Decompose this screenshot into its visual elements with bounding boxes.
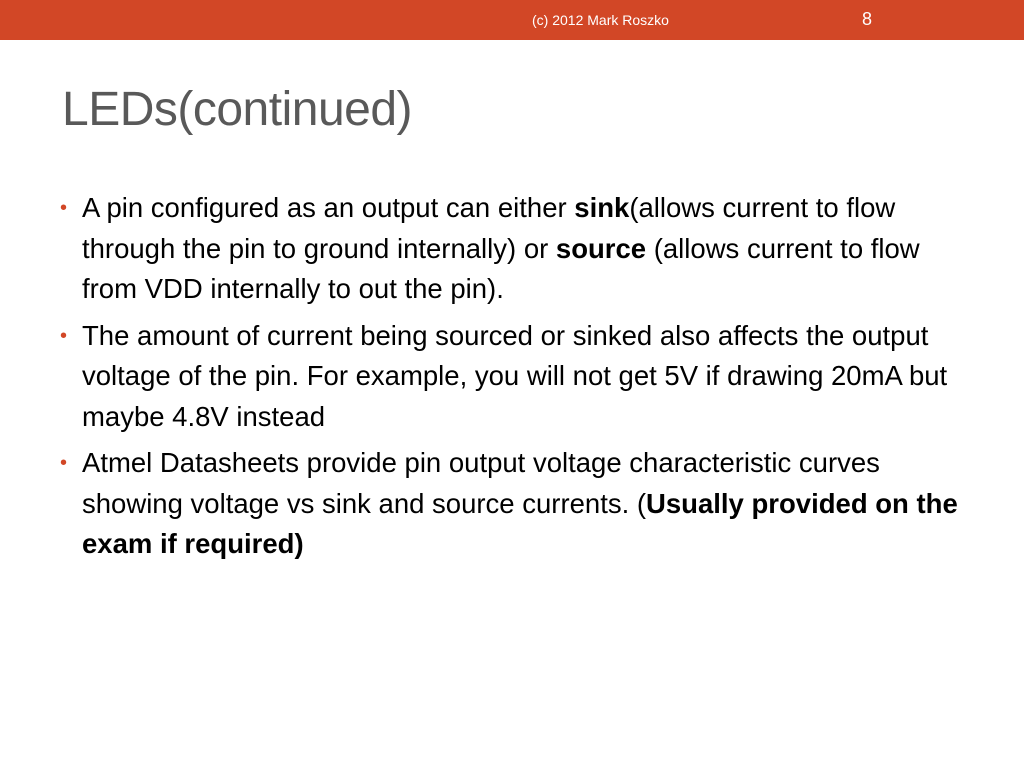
- slide-title: LEDs(continued): [62, 83, 413, 136]
- bullet-dot-icon: [60, 443, 67, 484]
- bullet-text: The amount of current being sourced or sinked also affects the output voltage of the pin. For example, you will not get 5V if drawing 20mA but maybe 4.8V instead: [82, 319, 948, 432]
- slide-number: 8: [862, 9, 873, 29]
- bullet-dot-icon: [60, 188, 67, 229]
- footer-copyright: (c) 2012 Mark Roszko: [532, 12, 669, 28]
- bullet-text: (allows current to flow through the pin to ground internally) or: [82, 192, 896, 264]
- bullet-text-bold: source: [555, 232, 647, 264]
- bullet-list: [60, 188, 960, 571]
- bullet-item: [60, 188, 960, 310]
- bullet-text-bold: Usually provided on the exam if required): [82, 487, 958, 559]
- bullet-text-bold: sink: [574, 192, 630, 223]
- bullet-text: (allows current to flow from VDD internally to out the pin).: [82, 232, 920, 304]
- bullet-text: Atmel Datasheets provide pin output voltage characteristic curves showing voltage vs sink and source currents. (: [82, 447, 880, 519]
- bullet-item: [60, 316, 960, 438]
- bullet-item: [60, 443, 960, 565]
- header-bar: [0, 0, 1024, 40]
- bullet-dot-icon: [60, 316, 67, 357]
- bullet-text: A pin configured as an output can either: [82, 192, 575, 223]
